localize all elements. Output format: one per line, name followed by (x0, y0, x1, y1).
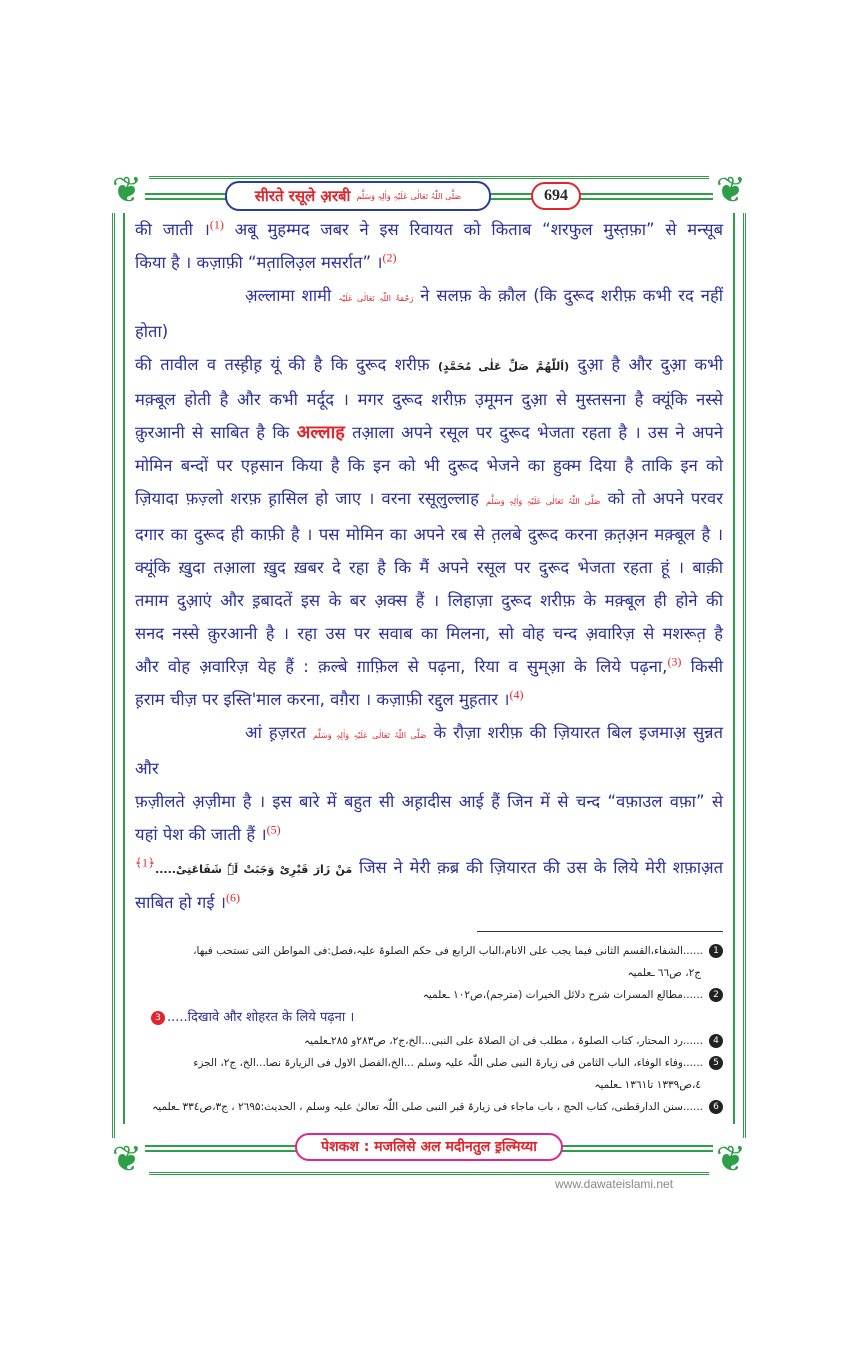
text-line (135, 617, 723, 650)
text-run: सनद नस्से क़ुरआनी है । रहा उस पर सवाब का मिलना, सो वोह चन्द अ़वारिज़ से मशरूत़ है (135, 624, 723, 643)
footnote-ref: (4) (509, 687, 524, 702)
text-line (135, 584, 723, 617)
text-run: क्यूंकि ख़ुदा तआ़ला ख़ुद ख़बर दे रहा है कि मैं अपने रसूल पर दुरूद भेजता रहता हूं । बाक़ी (135, 558, 723, 577)
footnote-ref: (6) (225, 890, 240, 905)
arabic-honorific: صَلَّی اللّٰہُ تَعَالٰی عَلَیْہِ وَاٰلِہٖ وَسَلَّم (486, 497, 601, 506)
footnote-5 (135, 1052, 723, 1074)
text-run: की जाती । (135, 220, 210, 239)
running-header (225, 181, 491, 211)
footnotes (135, 940, 723, 1118)
footnote-number-badge: 3 (151, 1011, 165, 1025)
text-line (135, 482, 723, 518)
footnote-3 (135, 1006, 723, 1030)
footnote-ref: (3) (667, 654, 682, 669)
text-run: ज़ियादा फ़ज़्लो शरफ़ ह़ासिल हो जाए । वरना रसूलुल्लाह (135, 489, 487, 508)
footnote-continuation: ٤،ص۱۳۳۹ تا۱۳٦۱ ـعلمیہ (594, 1079, 701, 1091)
text-run: तमाम दुआ़एं और इ़बादतें इस के बर अ़क्स हैं । लिहाज़ा दुरूद शरीफ़ के मक़्बूल ही होने की (135, 591, 723, 610)
text-run: अ़ल्लामा शामी (245, 286, 339, 305)
footnote-1 (135, 940, 723, 962)
text-run: ने सलफ़ के क़ौल (कि दुरूद शरीफ़ कभी रद नहीं होता) (135, 286, 723, 341)
footnote-rule (477, 931, 723, 932)
footnote-text: ......مطالع المسرات شرح دلائل الخیرات (مترجم)،ص۱۰۲ ـعلمیہ (422, 989, 703, 1001)
arabic-honorific: رَحْمَۃُ اللّٰہِ تَعَالٰی عَلَیْہ (338, 294, 414, 303)
text-line (135, 683, 723, 716)
corner-ornament-icon: ❦ (709, 1138, 753, 1182)
text-line (135, 383, 723, 416)
corner-ornament-icon: ❦ (709, 169, 753, 213)
body-text (135, 213, 723, 919)
book-title: सीरते रसूले अ़रबी (254, 187, 351, 205)
text-run: दगार का दुरूद ही काफ़ी है । पस मोमिन का अपने रब से त़लबे दुरूद करना क़त़अ़न मक़्बूल है । (135, 525, 723, 544)
text-line (135, 279, 723, 348)
footnote-text: ......رد المحتار، کتاب الصلوۃ ، مطلب فی ان الصلاۃ علی النبی...الخ،ج۲، ص۲۸۳و ۲۸۵ـعلمیہ (303, 1035, 703, 1047)
text-run: अबू मुहम्मद जबर ने इस रिवायत को किताब “शरफुल मुस्त़फ़ा” से मन्सूब (223, 220, 723, 239)
text-run: यहां पेश की जाती हैं । (135, 825, 267, 844)
text-run: तआ़ला अपने रसूल पर दुरूद भेजता रहता है । उस ने अपने (344, 423, 723, 442)
page-number: 694 (531, 182, 581, 210)
title-honorific: صَلَّی اللّٰہُ تَعَالٰی عَلَیْہِ وَاٰلِہٖ وَسَلَّم (356, 191, 462, 201)
arabic-honorific: صَلَّی اللّٰہُ تَعَالٰی عَلَیْہِ وَاٰلِہٖ وَسَلَّم (313, 731, 427, 740)
text-line (135, 416, 723, 449)
text-line (135, 518, 723, 551)
text-run: साबित हो गई । (135, 893, 226, 912)
text-line (135, 213, 723, 246)
text-run: मोमिन बन्दों पर एह़सान किया है कि इन को भी दुरूद भेजने का हुक्म दिया है ताकि इन को (135, 456, 723, 475)
text-run: को तो अपने परवर (600, 489, 723, 508)
footnote-4 (135, 1030, 723, 1052)
text-run: ह़राम चीज़ पर इस्ति'माल करना, वग़ैरा । कज़ाफ़ी रद्दुल मुह़तार । (135, 690, 510, 709)
text-line (135, 348, 723, 383)
footnote-text: ......سنن الدارقطنی، کتاب الحج ، باب ماجاء فی زیارۃ قبر النبی صلی اللّٰہ تعالیٰ علیہ وسلم ، الحدیث:۲٦۹۵ ، ج۳،ص۳۳٤ ـعلمیہ (152, 1101, 703, 1113)
footnote-number-badge: 6 (709, 1100, 723, 1114)
footnote-number-badge: 5 (709, 1056, 723, 1070)
publisher-footer: पेशकश : मजलिसे अल मदीनतुल इ़ल्मिय्या (295, 1133, 563, 1161)
footnote-ref: (1) (209, 217, 224, 232)
footnote-ref: (5) (266, 822, 281, 837)
text-line (135, 246, 723, 279)
running-header-row (115, 179, 743, 213)
footnote-text: ......وفاء الوفاء، الباب الثامن فی زیارۃ النبی صلی اللّٰہ علیہ وسلم ...الخ،الفصل الاول فی الزیارۃ نصا...الخ، ج۲، الجزء (193, 1057, 703, 1069)
text-run: मक़्बूल होती है और कभी मर्दूद । मगर दुरूद शरीफ़ उ़मूमन दुआ़ से मुस्तसना है क्यूंकि नस्से (135, 390, 723, 409)
page-border (111, 170, 747, 1180)
text-run: और वोह अ़वारिज़ येह हैं : क़ल्बे ग़ाफ़िल से पढ़ना, रिया व सुम्आ़ के लिये पढ़ना, (135, 657, 668, 676)
page-border-inner (123, 213, 735, 1124)
arabic-text: .....مَنْ زَارَ قَبْرِیْ وَجَبَتْ لَہٗ شَفَاعَتِیْ (155, 863, 353, 876)
footnote-2 (135, 984, 723, 1006)
footnote-number-badge: 2 (709, 988, 723, 1002)
website-url[interactable]: www.dawateislami.net (555, 1177, 674, 1191)
corner-ornament-icon: ❦ (105, 169, 149, 213)
allah-word: अल्लाह (296, 422, 345, 443)
text-run: क़ुरआनी से साबित है कि (135, 423, 297, 442)
text-line (135, 785, 723, 818)
footnote-6 (135, 1096, 723, 1118)
text-run: के रौज़ा शरीफ़ की ज़ियारत बिल इजमाअ़ सुन्नत और (135, 723, 723, 778)
text-run: दुआ़ है और दुआ़ कभी (569, 355, 723, 374)
text-run: फ़ज़ीलते अ़ज़ीमा है । इस बारे में बहुत सी अह़ादीस आई हैं जिन में से चन्द “वफ़ाउल वफ़ा” से (135, 792, 723, 811)
footnote-ref: (2) (382, 250, 397, 265)
text-line (135, 886, 723, 919)
text-run: आं ह़ज़रत (245, 723, 314, 742)
text-line (135, 818, 723, 851)
footnote-number-badge: 4 (709, 1034, 723, 1048)
text-line (135, 851, 723, 886)
footer-row (115, 1130, 743, 1164)
text-line (135, 650, 723, 683)
text-run: किया है । कज़ाफ़ी “मत़ालिउ़ल मसर्रात” । (135, 253, 383, 272)
text-line (135, 551, 723, 584)
footnote-ref: ﴾1﴿ (135, 855, 156, 870)
footnote-text: ......الشفاء،القسم الثانی فیما یجب علی الانام،الباب الرابع فی حکم الصلوۃ علیہ،فصل:فی المواطن التی تستحب فیھا، (193, 945, 703, 957)
footnote-text: .....दिखावे और शोहरत के लिये पढ़ना । (167, 1010, 355, 1025)
arabic-text: (اَللّٰھُمَّ صَلِّ عَلٰی مُحَمَّدٍ) (437, 360, 570, 373)
corner-ornament-icon: ❦ (105, 1138, 149, 1182)
text-run: किसी (681, 657, 724, 676)
footnote-number-badge: 1 (709, 944, 723, 958)
text-run: की तावील व तस्ह़ीह़ यूं की है कि दुरूद शरीफ़ (135, 355, 438, 374)
text-run: जिस ने मेरी क़ब्र की ज़ियारत की उस के लिये मेरी शफ़ाअ़त (352, 858, 723, 877)
text-line (135, 716, 723, 785)
footnote-continuation: ج۲، ص٦٦ ـعلمیہ (627, 967, 701, 979)
text-line (135, 449, 723, 482)
